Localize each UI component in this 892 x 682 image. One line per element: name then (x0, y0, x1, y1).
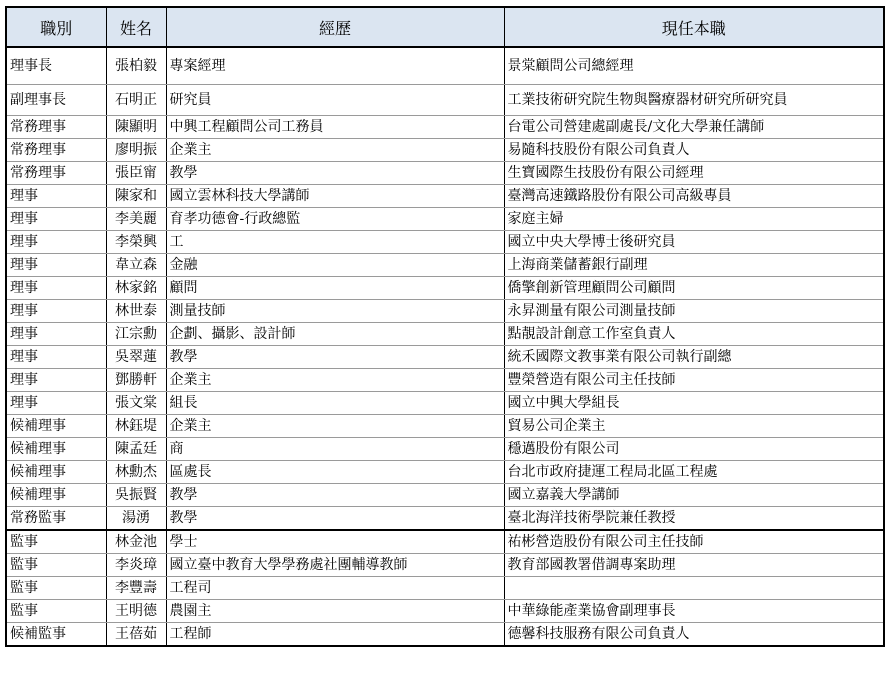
cell-name: 李豐壽 (106, 577, 166, 600)
table-row (6, 369, 884, 392)
cell-name: 林世泰 (106, 300, 166, 323)
cell-experience: 教學 (166, 484, 504, 507)
cell-current-job: 永昇測量有限公司測量技師 (504, 300, 884, 323)
cell-current-job: 國立中央大學博士後研究員 (504, 231, 884, 254)
cell-current-job: 教育部國教署借調專案助理 (504, 554, 884, 577)
cell-title: 理事 (6, 231, 106, 254)
cell-experience: 農園主 (166, 600, 504, 623)
table-row (6, 530, 884, 554)
cell-current-job: 易隨科技股份有限公司負責人 (504, 139, 884, 162)
cell-name: 陳家和 (106, 185, 166, 208)
cell-title: 候補理事 (6, 484, 106, 507)
cell-name: 王明德 (106, 600, 166, 623)
cell-name: 李炎璋 (106, 554, 166, 577)
cell-experience: 企業主 (166, 369, 504, 392)
table-row (6, 461, 884, 484)
header-name: 姓名 (106, 7, 166, 47)
cell-current-job: 臺北海洋技術學院兼任教授 (504, 507, 884, 531)
cell-experience: 金融 (166, 254, 504, 277)
cell-current-job: 台電公司營建處副處長/文化大學兼任講師 (504, 116, 884, 139)
cell-current-job: 台北市政府捷運工程局北區工程處 (504, 461, 884, 484)
cell-current-job: 中華綠能產業協會副理事長 (504, 600, 884, 623)
cell-current-job: 豐榮營造有限公司主任技師 (504, 369, 884, 392)
cell-name: 李榮興 (106, 231, 166, 254)
cell-experience: 組長 (166, 392, 504, 415)
cell-name: 林鈺堤 (106, 415, 166, 438)
cell-name: 林家銘 (106, 277, 166, 300)
cell-title: 監事 (6, 577, 106, 600)
board-roster-table (5, 6, 885, 647)
table-row (6, 47, 884, 85)
cell-experience: 商 (166, 438, 504, 461)
cell-current-job: 點靚設計創意工作室負責人 (504, 323, 884, 346)
cell-title: 常務理事 (6, 116, 106, 139)
cell-experience: 育孝功德會-行政總監 (166, 208, 504, 231)
table-row (6, 438, 884, 461)
cell-name: 陳孟廷 (106, 438, 166, 461)
cell-title: 常務監事 (6, 507, 106, 531)
cell-experience: 學士 (166, 530, 504, 554)
cell-title: 候補理事 (6, 438, 106, 461)
cell-name: 張臣甯 (106, 162, 166, 185)
table-row (6, 577, 884, 600)
table-row (6, 85, 884, 116)
table-row (6, 346, 884, 369)
cell-name: 廖明振 (106, 139, 166, 162)
header-title: 職別 (6, 7, 106, 47)
cell-name: 陳顯明 (106, 116, 166, 139)
header-row (6, 7, 884, 47)
cell-experience: 企業主 (166, 415, 504, 438)
cell-name: 湯湧 (106, 507, 166, 531)
cell-current-job: 臺灣高速鐵路股份有限公司高級專員 (504, 185, 884, 208)
cell-experience: 中興工程顧問公司工務員 (166, 116, 504, 139)
cell-experience: 教學 (166, 346, 504, 369)
table-row (6, 300, 884, 323)
cell-current-job: 工業技術研究院生物與醫療器材研究所研究員 (504, 85, 884, 116)
table-row (6, 116, 884, 139)
cell-current-job: 景棠顧問公司總經理 (504, 47, 884, 85)
cell-title: 理事 (6, 254, 106, 277)
cell-current-job: 上海商業儲蓄銀行副理 (504, 254, 884, 277)
cell-name: 林勳杰 (106, 461, 166, 484)
table-row (6, 554, 884, 577)
cell-current-job: 生寶國際生技股份有限公司經理 (504, 162, 884, 185)
table-row (6, 231, 884, 254)
cell-current-job: 貿易公司企業主 (504, 415, 884, 438)
cell-title: 理事 (6, 300, 106, 323)
cell-name: 張文棠 (106, 392, 166, 415)
table-row (6, 139, 884, 162)
table-row (6, 162, 884, 185)
table-row (6, 415, 884, 438)
table-row (6, 208, 884, 231)
cell-name: 吳翠蓮 (106, 346, 166, 369)
cell-title: 理事長 (6, 47, 106, 85)
cell-title: 常務理事 (6, 139, 106, 162)
cell-name: 吳振賢 (106, 484, 166, 507)
table-row (6, 277, 884, 300)
header-current-job: 現任本職 (504, 7, 884, 47)
cell-title: 理事 (6, 392, 106, 415)
cell-experience: 區處長 (166, 461, 504, 484)
cell-experience: 工程師 (166, 623, 504, 647)
cell-experience: 研究員 (166, 85, 504, 116)
cell-current-job: 國立中興大學組長 (504, 392, 884, 415)
table-row (6, 600, 884, 623)
table-row (6, 323, 884, 346)
cell-title: 候補監事 (6, 623, 106, 647)
cell-experience: 企業主 (166, 139, 504, 162)
cell-experience: 工 (166, 231, 504, 254)
cell-title: 理事 (6, 369, 106, 392)
cell-experience: 教學 (166, 507, 504, 531)
roster-body (6, 47, 884, 646)
cell-current-job: 統禾國際文教事業有限公司執行副總 (504, 346, 884, 369)
cell-current-job: 穩邁股份有限公司 (504, 438, 884, 461)
cell-title: 常務理事 (6, 162, 106, 185)
cell-experience: 教學 (166, 162, 504, 185)
table-row (6, 185, 884, 208)
cell-experience: 測量技師 (166, 300, 504, 323)
table-row (6, 623, 884, 647)
cell-name: 張柏毅 (106, 47, 166, 85)
cell-title: 副理事長 (6, 85, 106, 116)
cell-experience: 專案經理 (166, 47, 504, 85)
cell-name: 王蓓茹 (106, 623, 166, 647)
header-experience: 經歷 (166, 7, 504, 47)
cell-experience: 國立臺中教育大學學務處社團輔導教師 (166, 554, 504, 577)
cell-current-job: 僑擎創新管理顧問公司顧問 (504, 277, 884, 300)
cell-title: 監事 (6, 530, 106, 554)
cell-title: 監事 (6, 554, 106, 577)
cell-name: 李美麗 (106, 208, 166, 231)
cell-current-job: 德馨科技服務有限公司負責人 (504, 623, 884, 647)
cell-experience: 企劃、攝影、設計師 (166, 323, 504, 346)
cell-current-job (504, 577, 884, 600)
table-row (6, 254, 884, 277)
cell-name: 韋立森 (106, 254, 166, 277)
table-row (6, 507, 884, 531)
cell-current-job: 祐彬營造股份有限公司主任技師 (504, 530, 884, 554)
cell-title: 候補理事 (6, 461, 106, 484)
cell-name: 江宗勳 (106, 323, 166, 346)
cell-name: 鄧勝軒 (106, 369, 166, 392)
cell-title: 理事 (6, 185, 106, 208)
cell-experience: 顧問 (166, 277, 504, 300)
cell-title: 理事 (6, 277, 106, 300)
cell-name: 林金池 (106, 530, 166, 554)
cell-title: 理事 (6, 208, 106, 231)
table-row (6, 484, 884, 507)
cell-title: 候補理事 (6, 415, 106, 438)
cell-experience: 工程司 (166, 577, 504, 600)
cell-title: 理事 (6, 346, 106, 369)
table-row (6, 392, 884, 415)
cell-current-job: 家庭主婦 (504, 208, 884, 231)
cell-current-job: 國立嘉義大學講師 (504, 484, 884, 507)
cell-title: 監事 (6, 600, 106, 623)
cell-name: 石明正 (106, 85, 166, 116)
cell-experience: 國立雲林科技大學講師 (166, 185, 504, 208)
cell-title: 理事 (6, 323, 106, 346)
